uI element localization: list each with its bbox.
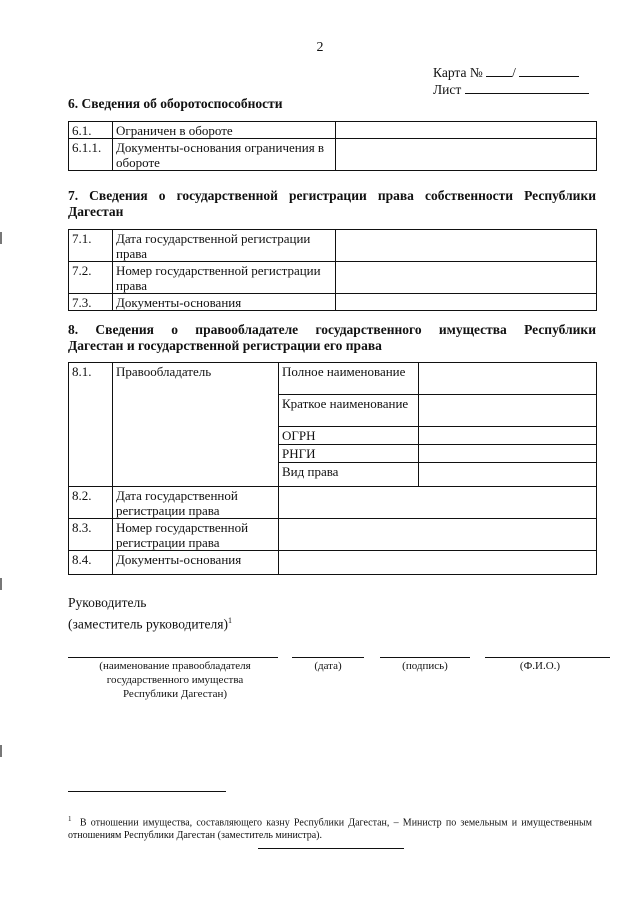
row-number: 7.3.: [69, 294, 113, 311]
card-number-blank-2: [519, 64, 579, 77]
page-number: 2: [316, 40, 324, 55]
holder-subrow-label: ОГРН: [279, 427, 419, 445]
bottom-rule: [258, 848, 404, 849]
row-value: [336, 262, 597, 294]
holder-subrow-value: [419, 445, 597, 463]
footnote-separator: [68, 791, 226, 792]
footnote: [68, 813, 592, 842]
holder-subrow-value: [419, 463, 597, 487]
row-value: [336, 230, 597, 262]
holder-subrow-value: [419, 427, 597, 445]
section-8-title-line-2: Дагестан и государственной регистрации его права: [68, 338, 382, 353]
table-row: [69, 262, 597, 294]
card-number-label: Карта №: [433, 65, 483, 80]
table-row: [69, 363, 597, 395]
footnote-mark: 1: [68, 815, 72, 823]
org-signature-line: [68, 657, 278, 658]
card-slash: /: [512, 65, 516, 80]
footnote-text: В отношении имущества, составляющего казну Республики Дагестан, – Министр по земельным и имущественным отношениям Республики Дагестан (заместитель министра).: [68, 817, 593, 842]
row-value: [279, 487, 597, 519]
row-label: Номер государственной регистрации права: [113, 262, 336, 294]
row-label: Документы-основания ограничения в обороте: [113, 139, 336, 171]
section-6-table: [68, 121, 597, 171]
table-row: [69, 519, 597, 551]
fio-signature-line: [485, 657, 610, 658]
table-row: [69, 487, 597, 519]
section-7-title-line-2: Дагестан: [68, 204, 124, 219]
row-number: 8.4.: [69, 551, 113, 575]
row-number: 7.1.: [69, 230, 113, 262]
signatory-line-2-text: (заместитель руководителя): [68, 616, 228, 632]
row-label: Ограничен в обороте: [113, 122, 336, 139]
sheet-label: Лист: [433, 82, 462, 97]
table-row: [69, 551, 597, 575]
section-8-heading: [68, 322, 596, 338]
caption-date: (дата): [314, 660, 342, 672]
row-value: [336, 122, 597, 139]
row-number: 6.1.1.: [69, 139, 113, 171]
row-value: [279, 551, 597, 575]
card-number-blank: [486, 64, 512, 77]
card-number-line: [433, 64, 589, 81]
row-value: [336, 139, 597, 171]
row-label: Правообладатель: [113, 363, 279, 487]
section-6-heading: [68, 96, 596, 112]
table-row: [69, 294, 597, 311]
scan-mark: [0, 232, 2, 244]
scan-mark: [0, 745, 2, 757]
footnote-ref: 1: [227, 616, 232, 625]
section-7-table: [68, 229, 597, 311]
sheet-blank: [465, 81, 589, 94]
holder-subrow-value: [419, 395, 597, 427]
row-number: 7.2.: [69, 262, 113, 294]
signatory-line-1: Руководитель: [68, 595, 147, 610]
row-label: Номер государственной регистрации права: [113, 519, 279, 551]
row-label: Дата государственной регистрации права: [113, 487, 279, 519]
table-row: [69, 139, 597, 171]
table-row: [69, 122, 597, 139]
card-header: [433, 64, 589, 98]
section-8-title-line-1: 8. Сведения о правообладателе государственного имущества Республики: [68, 322, 596, 337]
caption-org: (наименование правообладателя государственного имущества Республики Дагестан): [99, 660, 251, 700]
row-number: 8.3.: [69, 519, 113, 551]
row-label: Документы-основания: [113, 551, 279, 575]
scan-mark: [0, 578, 2, 590]
holder-subrow-label: Вид права: [279, 463, 419, 487]
table-row: [69, 230, 597, 262]
section-7-heading: [68, 188, 596, 204]
row-label: Дата государственной регистрации права: [113, 230, 336, 262]
caption-fio: (Ф.И.О.): [519, 660, 561, 672]
row-number: 6.1.: [69, 122, 113, 139]
row-label: Документы-основания: [113, 294, 336, 311]
holder-subrow-label: Полное наименование: [279, 363, 419, 395]
holder-subrow-label: Краткое наименование: [279, 395, 419, 427]
section-6-title: 6. Сведения об оборотоспособности: [68, 96, 283, 111]
section-7-title-line-1: 7. Сведения о государственной регистрации права собственности Республики: [68, 188, 596, 203]
caption-signature: (подпись): [402, 660, 448, 672]
row-value: [336, 294, 597, 311]
sign-signature-line: [380, 657, 470, 658]
signatory-heading: [68, 594, 232, 634]
signatory-line-2: [68, 612, 232, 634]
section-8-table: [68, 362, 597, 575]
section-8-heading-2: [68, 338, 596, 354]
row-number: 8.2.: [69, 487, 113, 519]
row-value: [279, 519, 597, 551]
row-number: 8.1.: [69, 363, 113, 487]
holder-subrow-label: РНГИ: [279, 445, 419, 463]
section-7-heading-2: [68, 204, 596, 220]
date-signature-line: [292, 657, 364, 658]
holder-subrow-value: [419, 363, 597, 395]
